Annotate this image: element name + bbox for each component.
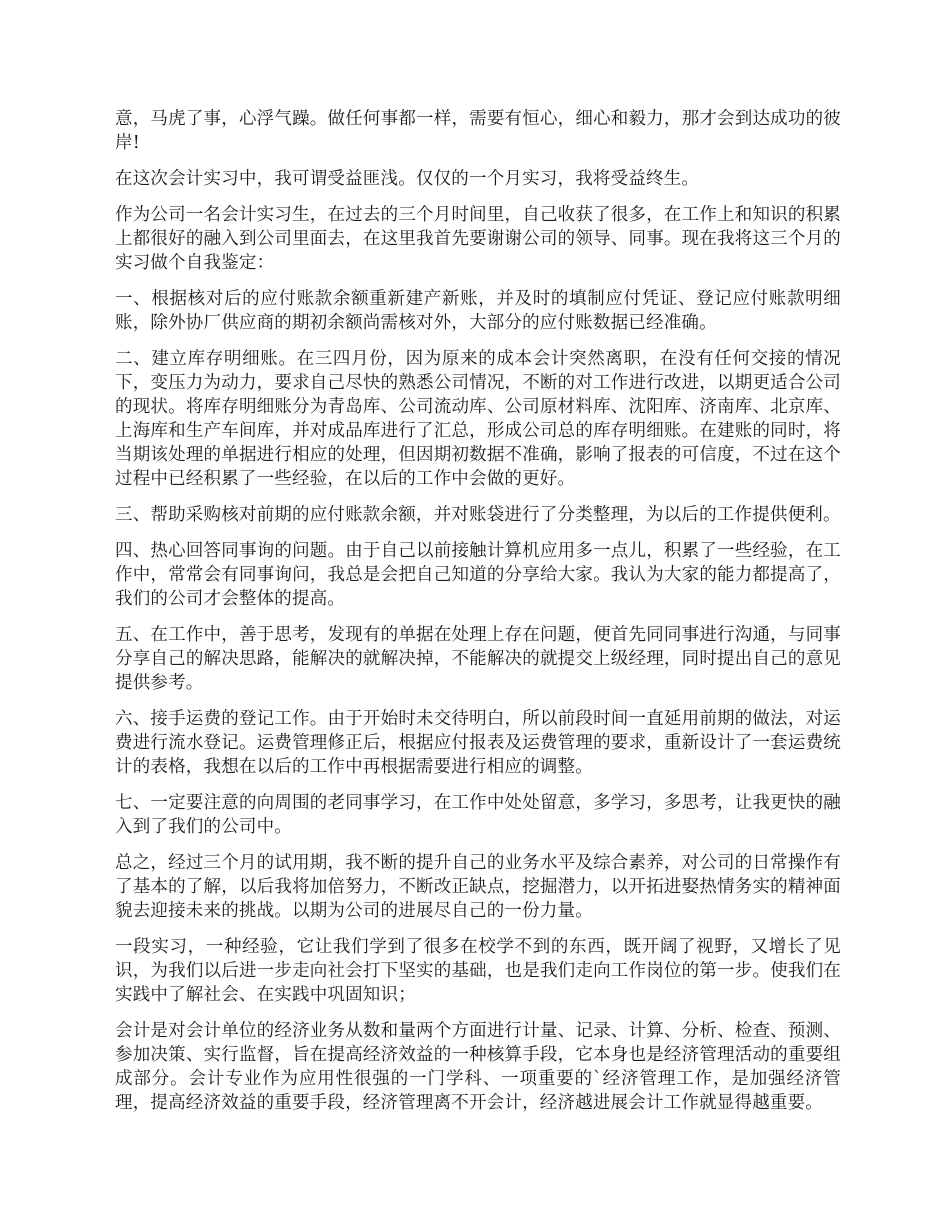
paragraph: 意，马虎了事，心浮气躁。做任何事都一样，需要有恒心，细心和毅力，那才会到达成功的彼岸!	[115, 109, 841, 153]
paragraph: 七、一定要注意的向周围的老同事学习，在工作中处处留意，多学习，多思考，让我更快的融入到了我们的公司中。	[115, 793, 841, 837]
paragraph: 一、根据核对后的应付账款余额重新建产新账，并及时的填制应付凭证、登记应付账款明细账，除外协厂供应商的期初余额尚需核对外，大部分的应付账数据已经准确。	[115, 289, 841, 333]
paragraph: 五、在工作中，善于思考，发现有的单据在处理上存在问题，便首先同同事进行沟通，与同事分享自己的解决思路，能解决的就解决掉，不能解决的就提交上级经理，同时提出自己的意见提供参考。	[115, 625, 841, 693]
paragraph: 作为公司一名会计实习生，在过去的三个月时间里，自己收获了很多，在工作上和知识的积累上都很好的融入到公司里面去，在这里我首先要谢谢公司的领导、同事。现在我将这三个月的实习做个自我鉴定：	[115, 205, 841, 273]
document-body	[115, 107, 841, 1127]
paragraph: 会计是对会计单位的经济业务从数和量两个方面进行计量、记录、计算、分析、检查、预测、参加决策、实行监督，旨在提高经济效益的一种核算手段，它本身也是经济管理活动的重要组成部分。会计专业作为应用性很强的一门学科、一项重要的`经济管理工作，是加强经济管理，提高经济效益的重要手段，经济管理离不开会计，经济越进展会计工作就显得越重要。	[115, 1021, 841, 1113]
paragraph: 六、接手运费的登记工作。由于开始时未交待明白，所以前段时间一直延用前期的做法，对运费进行流水登记。运费管理修正后，根据应付报表及运费管理的要求，重新设计了一套运费统计的表格，我想在以后的工作中再根据需要进行相应的调整。	[115, 709, 841, 777]
paragraph: 二、建立库存明细账。在三四月份，因为原来的成本会计突然离职，在没有任何交接的情况下，变压力为动力，要求自己尽快的熟悉公司情况，不断的对工作进行改进，以期更适合公司的现状。将库存明细账分为青岛库、公司流动库、公司原材料库、沈阳库、济南库、北京库、上海库和生产车间库，并对成品库进行了汇总，形成公司总的库存明细账。在建账的同时，将当期该处理的单据进行相应的处理，但因期初数据不准确，影响了报表的可信度，不过在这个过程中已经积累了一些经验，在以后的工作中会做的更好。	[115, 349, 841, 489]
paragraph: 总之，经过三个月的试用期，我不断的提升自己的业务水平及综合素养，对公司的日常操作有了基本的了解，以后我将加倍努力，不断改正缺点，挖掘潜力，以开拓进娶热情务实的精神面貌去迎接未来的挑战。以期为公司的进展尽自己的一份力量。	[115, 853, 841, 921]
paragraph: 在这次会计实习中，我可谓受益匪浅。仅仅的一个月实习，我将受益终生。	[115, 169, 700, 189]
paragraph: 三、帮助采购核对前期的应付账款余额，并对账袋进行了分类整理，为以后的工作提供便利。	[115, 505, 841, 525]
paragraph: 四、热心回答同事询的问题。由于自己以前接触计算机应用多一点儿，积累了一些经验，在工作中，常常会有同事询问，我总是会把自己知道的分享给大家。我认为大家的能力都提高了，我们的公司才会整体的提高。	[115, 541, 841, 609]
paragraph: 一段实习，一种经验，它让我们学到了很多在校学不到的东西，既开阔了视野，又增长了见识，为我们以后进一步走向社会打下坚实的基础，也是我们走向工作岗位的第一步。使我们在实践中了解社会、在实践中巩固知识；	[115, 937, 841, 1005]
